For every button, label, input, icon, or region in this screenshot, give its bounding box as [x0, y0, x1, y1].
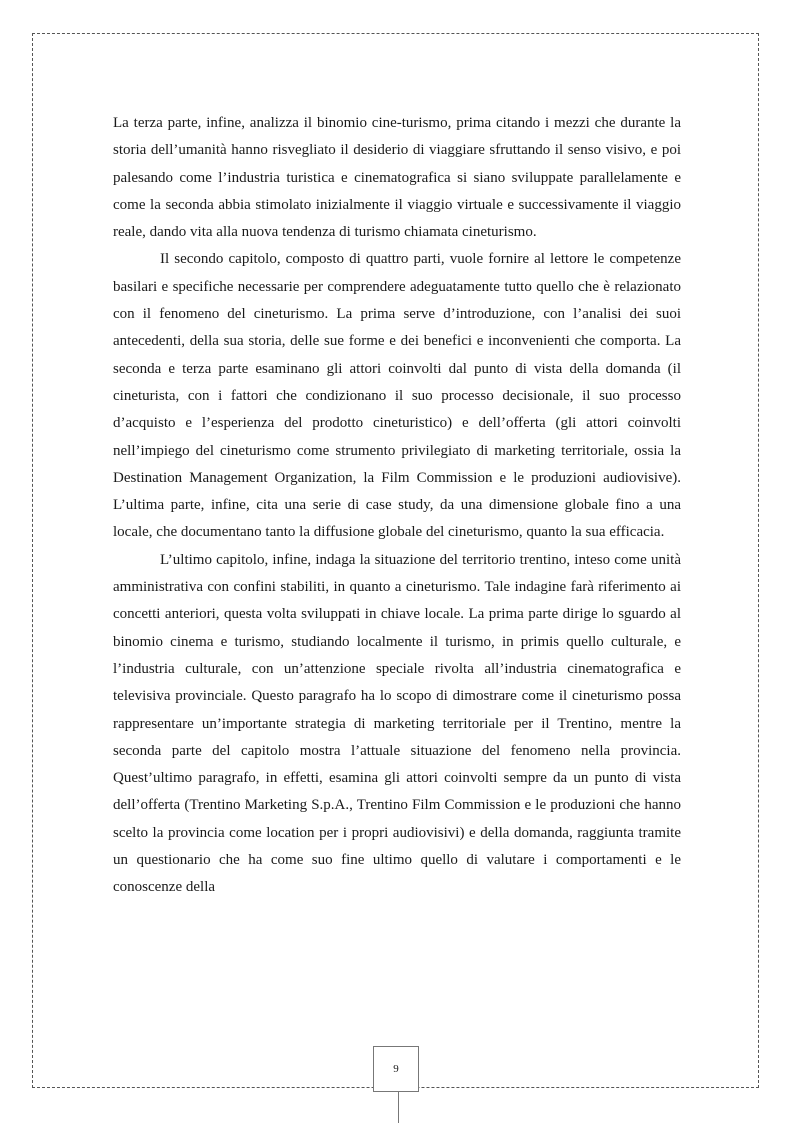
paragraph-2: Il secondo capitolo, composto di quattro parti, vuole fornire al lettore le competenze basilari e specifiche necessarie per comprendere adeguatamente tutto quello che è relazionato con il fenomeno del cineturismo. La prima serve d’introduzione, con l’analisi dei suoi antecedenti, della sua storia, delle sue forme e dei benefici e inconvenienti che comporta. La seconda e terza parte esaminano gli attori coinvolti dal punto di vista della domanda (il cineturista, con i fattori che condizionano il suo processo decisionale, il suo processo d’acquisto e l’esperienza del prodotto cineturistico) e dell’offerta (gli attori coinvolti nell’impiego del cineturismo come strumento privilegiato di marketing territoriale, ossia la Destination Management Organization, la Film Commission e le produzioni audiovisive). L’ultima parte, infine, cita una serie di case study, da una dimensione globale fino a una locale, che documentano tanto la diffusione globale del cineturismo, quanto la sua efficacia. [113, 251, 681, 541]
page-number [373, 1046, 419, 1092]
paragraph-1: La terza parte, infine, analizza il binomio cine-turismo, prima citando i mezzi che durante la storia dell’umanità hanno risvegliato il desiderio di viaggiare sfruttando il senso visivo, e poi palesando come l’industria turistica e cinematografica si siano sviluppate parallelamente e come la seconda abbia stimolato inizialmente il viaggio virtuale e successivamente il viaggio reale, dando vita alla nuova tendenza di turismo chiamata cineturismo. [113, 115, 681, 241]
page-number-label: 9 [393, 1063, 399, 1075]
paragraph-3: L’ultimo capitolo, infine, indaga la situazione del territorio trentino, inteso come unità amministrativa con confini stabiliti, in quanto a cineturismo. Tale indagine farà riferimento ai concetti anteriori, questa volta sviluppati in chiave locale. La prima parte dirige lo sguardo al binomio cinema e turismo, studiando localmente il turismo, in primis quello culturale, e l’industria culturale, con un’attenzione speciale rivolta all’industria cinematografica e televisiva provinciale. Questo paragrafo ha lo scopo di dimostrare come il cineturismo possa rappresentare un’importante strategia di marketing territoriale per il Trentino, mentre la seconda parte del capitolo mostra l’attuale situazione del fenomeno nella provincia. Quest’ultimo paragrafo, in effetti, esamina gli attori coinvolti sempre da un punto di vista dell’offerta (Trentino Marketing S.p.A., Trentino Film Commission e le produzioni che hanno scelto la provincia come location per i propri audiovisivi) e della domanda, raggiunta tramite un questionario che ha come suo fine ultimo quello di valutare i comportamenti e le conoscenze della [113, 551, 681, 896]
body-text [113, 110, 681, 902]
page-number-tail [398, 1092, 399, 1123]
